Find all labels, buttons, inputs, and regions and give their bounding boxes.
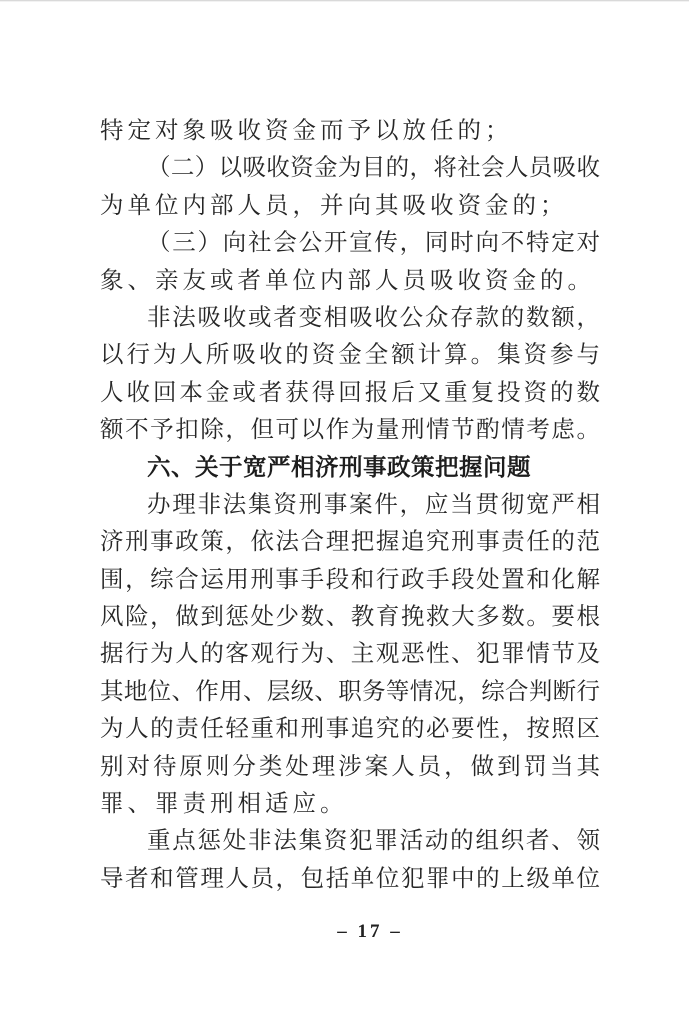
text-line: 围，综合运用刑事手段和行政手段处置和化解 — [100, 566, 600, 593]
scan-edge-artifact — [0, 0, 689, 2]
text-line: 导者和管理人员，包括单位犯罪中的上级单位 — [100, 865, 600, 892]
text-line: 为人的责任轻重和刑事追究的必要性，按照区 — [100, 716, 600, 743]
text-line: 据行为人的客观行为、主观恶性、犯罪情节及 — [100, 641, 600, 668]
text-line: 非法吸收或者变相吸收公众存款的数额， — [147, 304, 600, 331]
text-line: 济刑事政策，依法合理把握追究刑事责任的范 — [100, 529, 600, 556]
text-line: 办理非法集资刑事案件，应当贯彻宽严相 — [147, 491, 600, 518]
text-line: 人收回本金或者获得回报后又重复投资的数 — [100, 379, 600, 406]
text-line: 以行为人所吸收的资金全额计算。集资参与 — [100, 342, 600, 369]
text-line: 罪、罪责刑相适应。 — [100, 791, 348, 818]
text-line: 重点惩处非法集资犯罪活动的组织者、领 — [147, 828, 600, 855]
text-line: （二）以吸收资金为目的，将社会人员吸收 — [147, 155, 600, 182]
text-line: 特定对象吸收资金而予以放任的； — [100, 118, 513, 144]
text-line: 其地位、作用、层级、职务等情况，综合判断行 — [100, 678, 600, 705]
text-block — [100, 113, 600, 898]
text-line: 风险，做到惩处少数、教育挽救大多数。要根 — [100, 604, 600, 631]
text-line: 额不予扣除，但可以作为量刑情节酌情考虑。 — [100, 417, 600, 444]
text-line: 为单位内部人员，并向其吸收资金的； — [100, 192, 568, 219]
page-number: – 17 – — [337, 921, 403, 942]
text-line: 象、亲友或者单位内部人员吸收资金的。 — [100, 267, 595, 294]
text-line: 别对待原则分类处理涉案人员，做到罚当其 — [100, 753, 600, 780]
text-line: （三）向社会公开宣传，同时向不特定对 — [147, 230, 600, 257]
section-heading: 六、关于宽严相济刑事政策把握问题 — [147, 454, 531, 481]
